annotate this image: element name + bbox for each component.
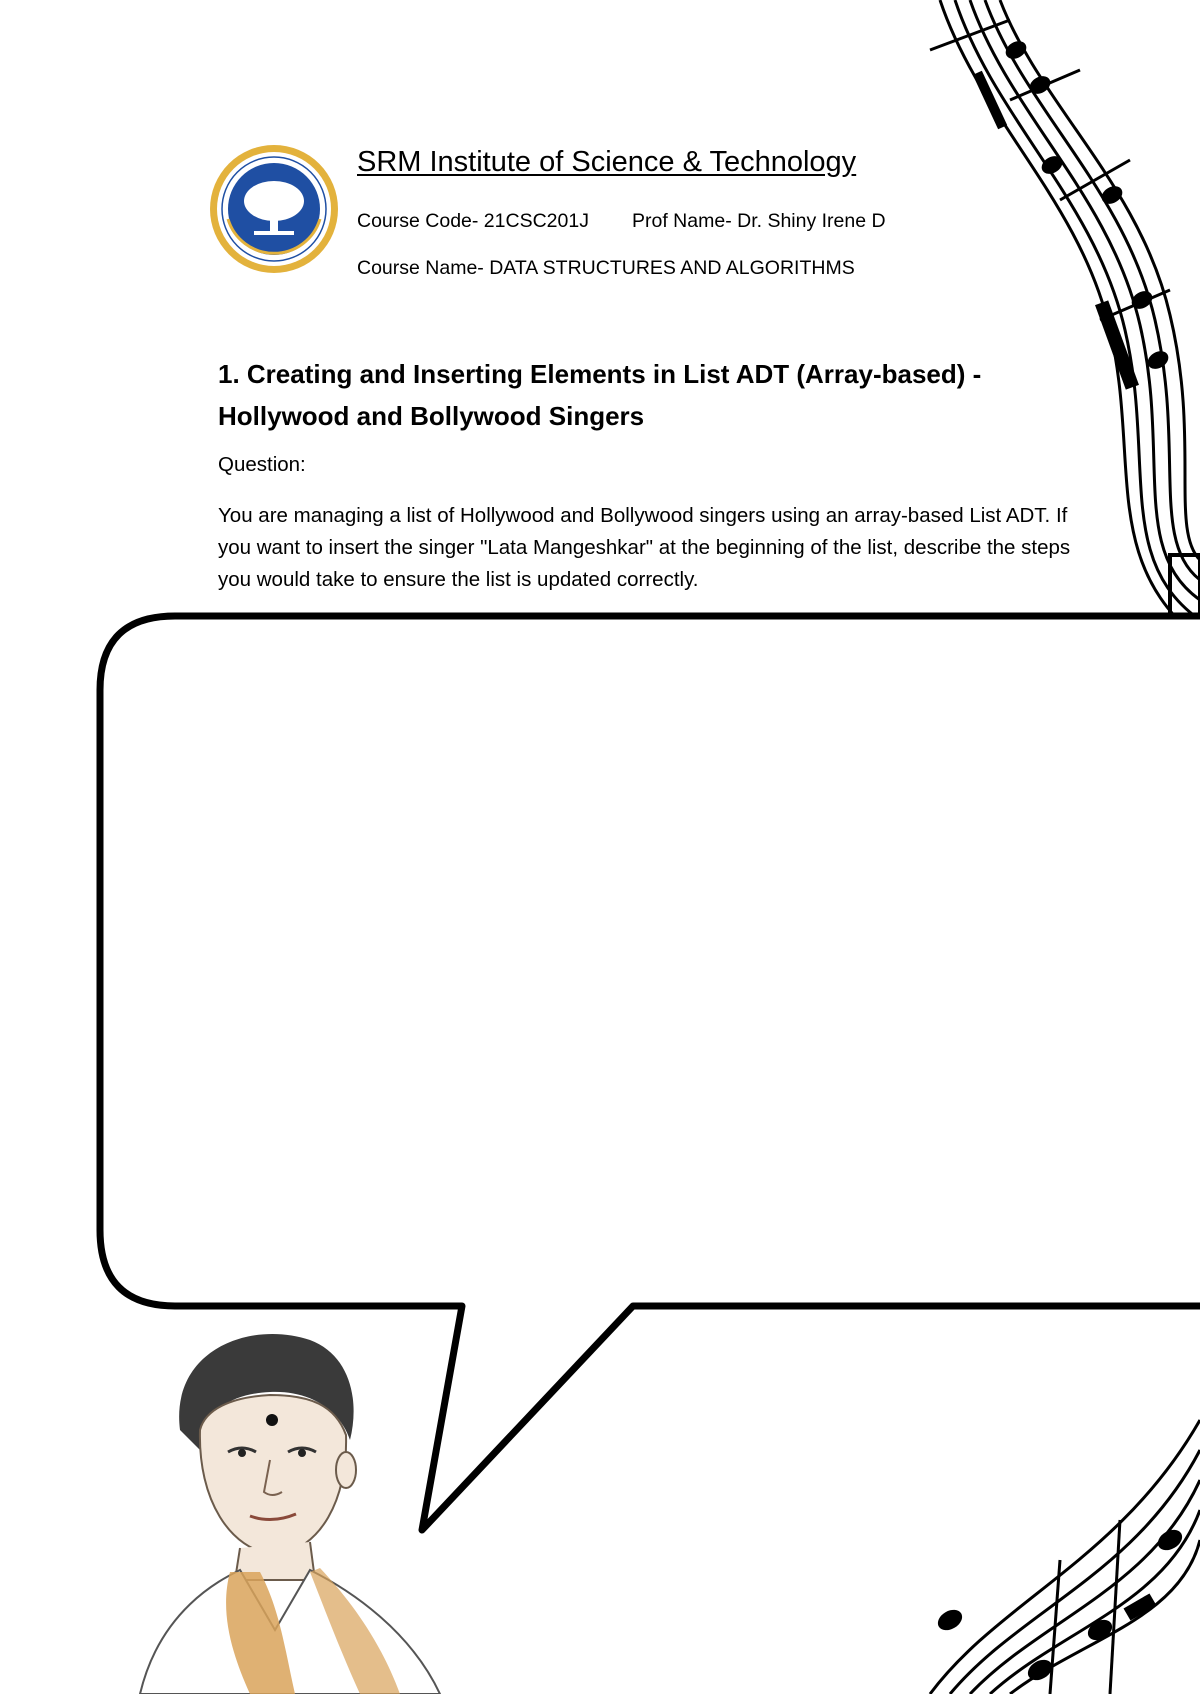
course-code: Course Code- 21CSC201J: [357, 210, 589, 232]
question-heading: 1. Creating and Inserting Elements in List ADT (Array-based) - Hollywood and Bollywood Singers: [218, 359, 982, 431]
course-name: Course Name- DATA STRUCTURES AND ALGORITHMS: [357, 257, 855, 279]
institute-name: SRM Institute of Science & Technology: [357, 146, 857, 178]
prof-name: Prof Name- Dr. Shiny Irene D: [632, 210, 886, 232]
question-body: You are managing a list of Hollywood and Bollywood singers using an array-based List ADT. If you want to insert the singer "Lata Mangeshkar" at the beginning of the list, describe the steps you would take to ensure the list is updated correctly.: [218, 504, 1071, 591]
singer-sketch-icon: [110, 1310, 470, 1694]
question-label: Question:: [218, 453, 306, 476]
